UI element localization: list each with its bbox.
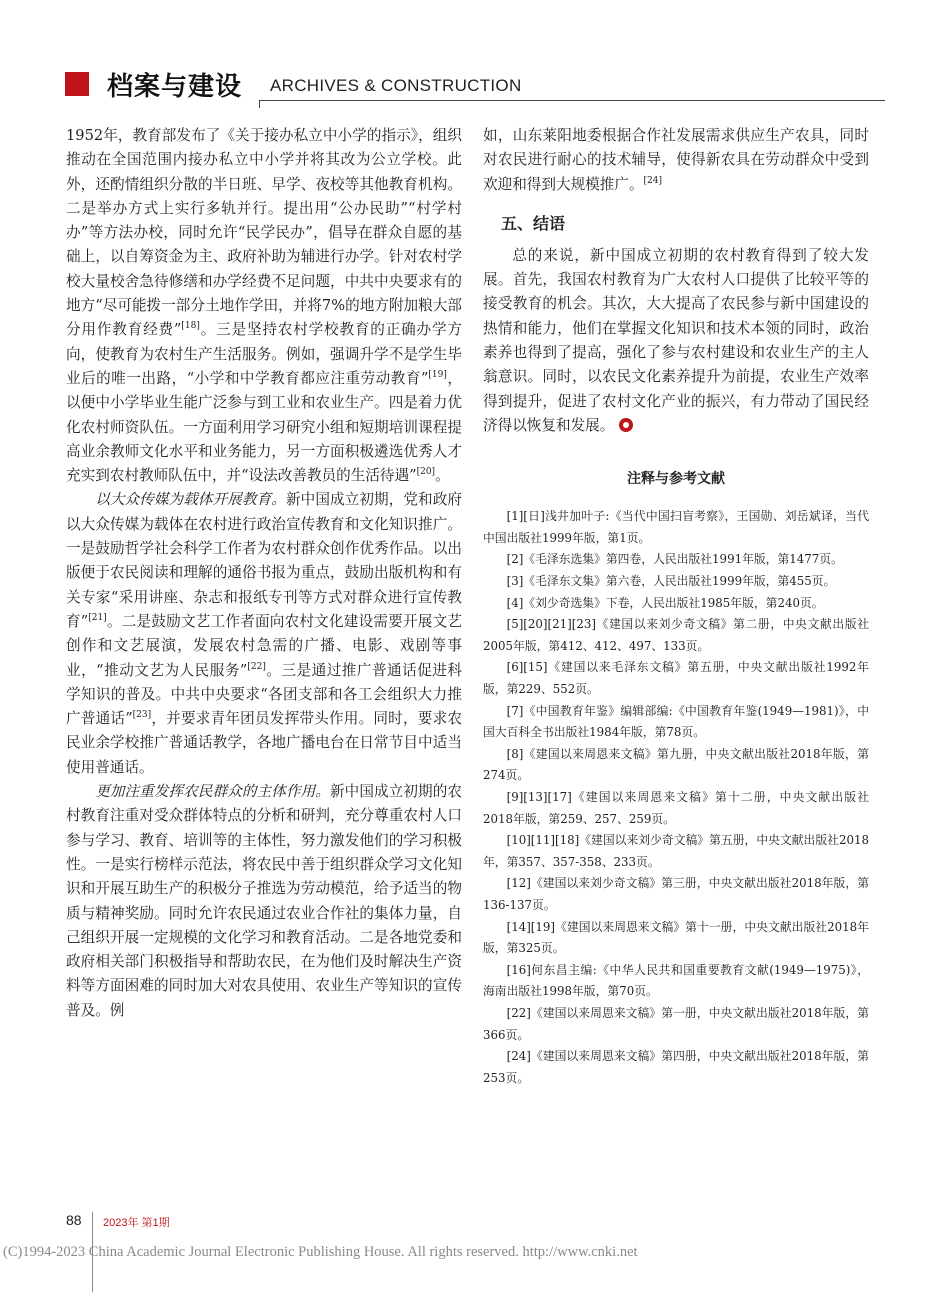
issue-label: 2023年 第1期 [103, 1217, 170, 1229]
paragraph-school-reform: 1952年，教育部发布了《关于接办私立中小学的指示》，组织推动在全国范围内接办私立中小学并将其改为公立学校。此外，还酌情组织分散的半日班、早学、夜校等其他教育机构。二是举办方式上实行多轨并行。提出用“公办民助”“村学村办”等方法办校，同时允许“民学民办”，倡导在群众自愿的基础上，以自筹资金为主、政府补助为辅进行办学。针对农村学校大量校舍急待修缮和办学经费不足问题，中共中央要求有的地方“尽可能拨一部分土地作学田，并将7%的地方附加粮大部分用作教育经费”[18]。三是坚持农村学校教育的正确办学方向，使教育为农村生产生活服务。例如，强调升学不是学生毕业后的唯一出路，“小学和中学教育都应注重劳动教育”[19]，以便中小学毕业生能广泛参与到工业和农业生产。四是着力优化农村师资队伍。一方面利用学习研究小组和短期培训课程提高业余教师文化水平和业务能力，另一方面积极遴选优秀人才充实到农村教师队伍中，并“设法改善教员的生活待遇”[20]。 [66, 127, 462, 485]
right-column [483, 124, 869, 1089]
footnote-ref: [18] [181, 321, 200, 332]
paragraph-farmer-role: 更加注重发挥农民群众的主体作用。新中国成立初期的农村教育注重对受众群体特点的分析和研判，充分尊重农村人口参与学习、教育、培训等的主体性，努力激发他们的学习积极性。一是实行榜样示范法，将农民中善于组织群众学习文化知识和开展互助生产的积极分子推选为劳动模范，给予适当的物质与精神奖励。同时允许农民通过农业合作社的集体力量，自己组织开展一定规模的文化学习和教育活动。二是各地党委和政府相关部门积极指导和帮助农民，在为他们及时解决生产资料等方面困难的同时加大对农具使用、农业生产等知识的宣传普及。例 [66, 783, 462, 1019]
reference-list [483, 506, 869, 1089]
paragraph-mass-media: 以大众传媒为载体开展教育。新中国成立初期，党和政府以大众传媒为载体在农村进行政治宣传教育和文化知识推广。一是鼓励哲学社会科学工作者为农村群众创作优秀作品。以出版便于农民阅读和理解的通俗书报为重点，鼓励出版机构和有关专家“采用讲座、杂志和报纸专刊等方式对群众进行宣传教育”[21]。二是鼓励文艺工作者面向农村文化建设需要开展文艺创作和文艺展演，发展农村急需的广播、电影、戏剧等事业，“推动文艺为人民服务”[22]。三是通过推广普通话促进科学知识的普及。中共中央要求“各团支部和各工会组织大力推广普通话”[23]，并要求青年团员发挥带头作用。同时，要求农民业余学校推广普通话教学，各地广播电台在日常节目中适当使用普通话。 [66, 491, 462, 776]
reference-item: [2]《毛泽东选集》第四卷，人民出版社1991年版，第1477页。 [506, 552, 843, 567]
journal-logo-square [65, 72, 89, 96]
page-number: 88 [66, 1212, 82, 1228]
footnote-ref: [22] [247, 661, 266, 672]
reference-item: [16]何东昌主编:《中华人民共和国重要教育文献(1949—1975)》，海南出版社1998年版，第70页。 [483, 962, 869, 999]
reference-item: [4]《刘少奇选集》下卷，人民出版社1985年版，第240页。 [506, 595, 824, 610]
references-title: 注释与参考文献 [627, 471, 725, 488]
paragraph-heading: 更加注重发挥农民群众的主体作用。 [95, 783, 330, 801]
left-column [66, 124, 462, 1023]
reference-item: [6][15]《建国以来毛泽东文稿》第五册，中央文献出版社1992年版，第229、552页。 [483, 660, 869, 697]
reference-item: [1][日]浅井加叶子:《当代中国扫盲考察》，王国勋、刘岳斌译，当代中国出版社1999年版，第1页。 [483, 509, 869, 545]
page-header [65, 66, 885, 106]
journal-title-en: ARCHIVES & CONSTRUCTION [270, 76, 522, 95]
reference-item: [24]《建国以来周恩来文稿》第四册，中央文献出版社2018年版，第253页。 [483, 1049, 869, 1085]
reference-item: [10][11][18]《建国以来刘少奇文稿》第五册，中央文献出版社2018年，第357、357-358、233页。 [483, 833, 869, 869]
reference-item: [9][13][17]《建国以来周恩来文稿》第十二册，中央文献出版社2018年版，第259、257、259页。 [483, 789, 869, 826]
journal-title-cn: 档案与建设 [107, 72, 243, 102]
footnote-ref: [24] [643, 175, 663, 186]
paragraph-continued: 如，山东莱阳地委根据合作社发展需求供应生产农具，同时对农民进行耐心的技术辅导，使得新农具在劳动群众中受到欢迎和得到大规模推广。[24] [483, 127, 869, 193]
footnote-ref: [19] [428, 370, 447, 381]
reference-item: [22]《建国以来周恩来文稿》第一册，中央文献出版社2018年版，第366页。 [483, 1005, 869, 1042]
reference-item: [8]《建国以来周恩来文稿》第九册，中央文献出版社2018年版，第274页。 [483, 746, 869, 783]
footnote-ref: [20] [416, 467, 436, 478]
footnote-ref: [21] [88, 613, 107, 624]
reference-item: [3]《毛泽东文集》第六卷，人民出版社1999年版，第455页。 [506, 574, 836, 589]
section-title-conclusion: 五、结语 [501, 213, 566, 233]
end-mark-icon [619, 418, 633, 432]
header-rule [259, 100, 885, 101]
reference-item: [12]《建国以来刘少奇文稿》第三册，中央文献出版社2018年版，第136-137页。 [483, 876, 869, 912]
paragraph-heading: 以大众传媒为载体开展教育。 [95, 491, 286, 509]
paragraph-conclusion: 总的来说，新中国成立初期的农村教育得到了较大发展。首先，我国农村教育为广大农村人口提供了比较平等的接受教育的机会。其次，大大提高了农民参与新中国建设的热情和能力，他们在掌握文化知识和技术本领的同时，政治素养也得到了提高，强化了参与农村建设和农业生产的主人翁意识。同时，以农民文化素养提升为前提，农业生产效率得到提升，促进了农村文化产业的振兴，有力带动了国民经济得以恢复和发展。 [483, 246, 869, 434]
reference-item: [5][20][21][23]《建国以来刘少奇文稿》第二册，中央文献出版社2005年版，第412、412、497、133页。 [483, 617, 869, 653]
reference-item: [14][19]《建国以来周恩来文稿》第十一册，中央文献出版社2018年版，第325页。 [483, 919, 869, 956]
copyright-watermark: (C)1994-2023 China Academic Journal Electronic Publishing House. All rights reserved. http://www.cnki.net [3, 1244, 638, 1260]
header-rule-tick [259, 100, 260, 108]
footnote-ref: [23] [132, 710, 152, 721]
reference-item: [7]《中国教育年鉴》编辑部编:《中国教育年鉴(1949—1981)》，中国大百科全书出版社1984年版，第78页。 [483, 703, 869, 740]
